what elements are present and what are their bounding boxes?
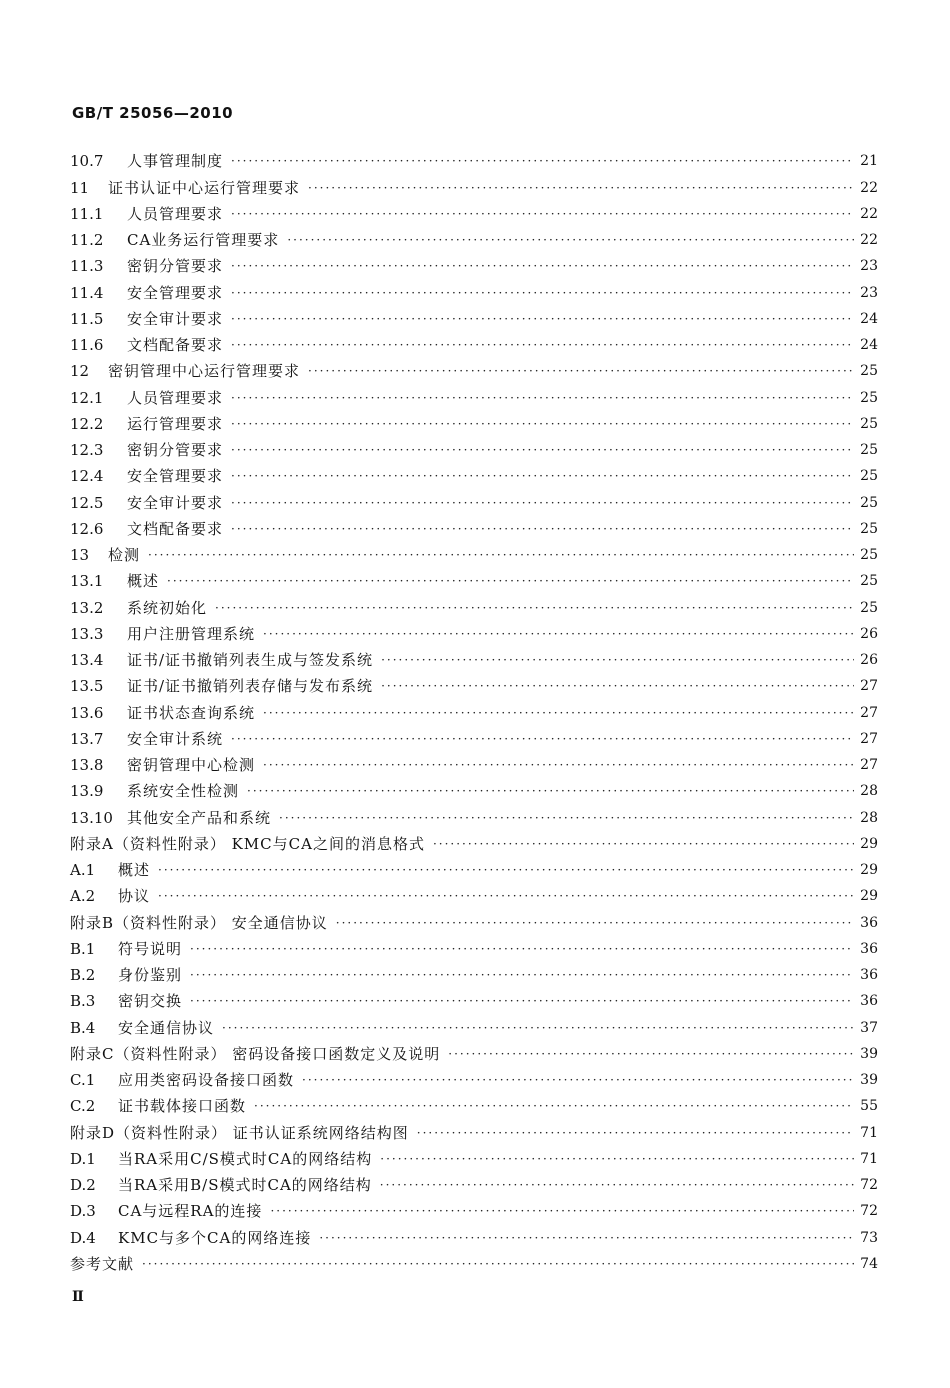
toc-entry-page: 71 bbox=[860, 1150, 878, 1167]
toc-entry-page: 71 bbox=[860, 1124, 878, 1141]
toc-entry-page: 25 bbox=[860, 520, 878, 537]
toc-entry-page: 74 bbox=[860, 1255, 878, 1272]
toc-entry-page: 29 bbox=[860, 888, 878, 905]
toc-entry-title: 检测 bbox=[108, 546, 141, 564]
toc-entry-title: 系统安全性检测 bbox=[127, 782, 240, 801]
toc-leader-dots bbox=[319, 1228, 854, 1248]
toc-entry-number: 13.4 bbox=[70, 651, 104, 669]
toc-entry-page: 25 bbox=[860, 468, 878, 485]
toc-entry-title: 当RA采用B/S模式时CA的网络结构 bbox=[118, 1176, 372, 1194]
toc-entry[interactable] bbox=[70, 1169, 878, 1195]
toc-entry-title: KMC与多个CA的网络连接 bbox=[118, 1228, 312, 1247]
toc-entry[interactable] bbox=[70, 1064, 878, 1090]
toc-entry-title: 人事管理制度 bbox=[127, 152, 224, 171]
toc-entry-number: 13.3 bbox=[70, 624, 104, 643]
toc-entry[interactable] bbox=[70, 985, 878, 1011]
toc-entry-number: 13.7 bbox=[70, 729, 104, 748]
toc-entry[interactable] bbox=[70, 854, 878, 880]
toc-entry[interactable] bbox=[70, 171, 878, 197]
toc-entry-number: 11.5 bbox=[70, 309, 104, 328]
toc-leader-dots bbox=[190, 991, 854, 1011]
toc-entry-title: 密钥分管要求 bbox=[127, 257, 224, 276]
toc-entry-number: 10.7 bbox=[70, 152, 104, 171]
toc-entry[interactable] bbox=[70, 565, 878, 591]
toc-entry-page: 25 bbox=[860, 599, 878, 616]
toc-entry-number: 11.2 bbox=[70, 231, 104, 249]
toc-entry-number: 11.3 bbox=[70, 257, 104, 276]
toc-leader-dots bbox=[263, 624, 854, 644]
toc-entry-title: 人员管理要求 bbox=[127, 204, 224, 223]
toc-leader-dots bbox=[231, 283, 854, 303]
toc-entry[interactable] bbox=[70, 591, 878, 617]
toc-leader-dots bbox=[336, 913, 854, 933]
toc-entry-page: 29 bbox=[860, 862, 878, 878]
toc-entry-number: 12.4 bbox=[70, 467, 104, 486]
toc-entry[interactable] bbox=[70, 198, 878, 224]
table-of-contents bbox=[70, 145, 878, 1274]
toc-entry-number: D.3 bbox=[70, 1202, 96, 1221]
toc-entry[interactable] bbox=[70, 460, 878, 486]
toc-entry-number: 11 bbox=[70, 178, 90, 197]
toc-entry-page: 21 bbox=[860, 153, 878, 170]
toc-entry-page: 26 bbox=[860, 625, 878, 642]
toc-entry[interactable] bbox=[70, 250, 878, 276]
toc-entry-page: 55 bbox=[860, 1098, 878, 1115]
toc-entry-page: 27 bbox=[860, 730, 878, 747]
toc-entry[interactable] bbox=[70, 933, 878, 959]
toc-entry-number: 12.5 bbox=[70, 493, 104, 512]
toc-entry-title: 安全审计要求 bbox=[127, 493, 224, 512]
toc-entry[interactable] bbox=[70, 329, 878, 355]
toc-entry-number: 12.2 bbox=[70, 414, 104, 433]
toc-leader-dots bbox=[190, 939, 854, 959]
toc-entry[interactable] bbox=[70, 1090, 878, 1116]
toc-entry[interactable] bbox=[70, 1011, 878, 1037]
toc-leader-dots bbox=[231, 414, 854, 434]
toc-entry[interactable] bbox=[70, 906, 878, 932]
toc-entry-page: 25 bbox=[860, 415, 878, 432]
toc-entry-title: 用户注册管理系统 bbox=[127, 624, 256, 643]
toc-entry-number: 13.2 bbox=[70, 598, 104, 617]
toc-entry-page: 27 bbox=[860, 678, 878, 695]
toc-entry[interactable] bbox=[70, 276, 878, 302]
toc-entry-page: 72 bbox=[860, 1203, 878, 1220]
toc-entry-page: 25 bbox=[860, 363, 878, 380]
toc-entry-title: 其他安全产品和系统 bbox=[127, 808, 272, 827]
toc-leader-dots bbox=[231, 151, 854, 171]
toc-entry-page: 25 bbox=[860, 442, 878, 458]
toc-entry[interactable] bbox=[70, 513, 878, 539]
toc-entry-title: 当RA采用C/S模式时CA的网络结构 bbox=[118, 1149, 373, 1168]
toc-entry-page: 24 bbox=[860, 337, 878, 353]
toc-entry-number: A.1 bbox=[70, 861, 96, 879]
toc-entry-title: 附录D（资料性附录） 证书认证系统网络结构图 bbox=[70, 1123, 409, 1142]
toc-entry-number: 13.9 bbox=[70, 782, 104, 801]
toc-leader-dots bbox=[158, 886, 854, 906]
toc-leader-dots bbox=[381, 676, 854, 696]
toc-entry-title: 证书载体接口函数 bbox=[118, 1097, 247, 1116]
toc-entry[interactable] bbox=[70, 1221, 878, 1247]
toc-leader-dots bbox=[380, 1149, 854, 1169]
toc-entry[interactable] bbox=[70, 1195, 878, 1221]
toc-entry-number: 11.6 bbox=[70, 336, 104, 354]
toc-entry-number: 13.1 bbox=[70, 572, 104, 591]
toc-entry-number: C.2 bbox=[70, 1097, 96, 1116]
toc-entry-page: 36 bbox=[860, 914, 878, 931]
toc-entry-number: 12 bbox=[70, 362, 90, 381]
toc-entry-page: 28 bbox=[860, 809, 878, 826]
toc-entry-page: 27 bbox=[860, 757, 878, 773]
toc-entry-number: 13.10 bbox=[70, 808, 113, 827]
toc-entry-title: 参考文献 bbox=[70, 1254, 135, 1273]
toc-leader-dots bbox=[254, 1096, 854, 1116]
toc-entry-title: 文档配备要求 bbox=[127, 336, 224, 354]
page-number: Ⅱ bbox=[72, 1289, 84, 1305]
toc-entry[interactable] bbox=[70, 723, 878, 749]
toc-entry[interactable] bbox=[70, 486, 878, 512]
toc-entry[interactable] bbox=[70, 539, 878, 565]
toc-entry[interactable] bbox=[70, 670, 878, 696]
toc-entry-number: 11.4 bbox=[70, 283, 104, 302]
toc-leader-dots bbox=[433, 834, 854, 854]
toc-entry[interactable] bbox=[70, 224, 878, 250]
toc-entry-page: 26 bbox=[860, 652, 878, 668]
toc-leader-dots bbox=[142, 1254, 854, 1274]
toc-leader-dots bbox=[222, 1018, 854, 1038]
toc-leader-dots bbox=[231, 466, 854, 486]
toc-entry-title: 附录C（资料性附录） 密码设备接口函数定义及说明 bbox=[70, 1044, 441, 1063]
toc-leader-dots bbox=[308, 178, 854, 198]
toc-entry-page: 72 bbox=[860, 1177, 878, 1193]
toc-leader-dots bbox=[448, 1044, 854, 1064]
toc-entry[interactable] bbox=[70, 749, 878, 775]
toc-entry-title: 概述 bbox=[118, 861, 151, 879]
toc-entry-title: 文档配备要求 bbox=[127, 519, 224, 538]
toc-entry-page: 28 bbox=[860, 783, 878, 800]
toc-entry-number: 12.3 bbox=[70, 441, 104, 459]
toc-entry-page: 23 bbox=[860, 284, 878, 301]
toc-entry-title: 证书/证书撤销列表存储与发布系统 bbox=[127, 677, 374, 696]
toc-entry-title: 证书状态查询系统 bbox=[127, 703, 256, 722]
toc-entry-title: 运行管理要求 bbox=[127, 414, 224, 433]
toc-entry-page: 36 bbox=[860, 993, 878, 1010]
toc-leader-dots bbox=[231, 493, 854, 513]
toc-entry-number: 13 bbox=[70, 546, 90, 564]
toc-entry-title: CA业务运行管理要求 bbox=[127, 231, 280, 249]
toc-entry-title: 密钥交换 bbox=[118, 992, 183, 1011]
toc-entry[interactable] bbox=[70, 644, 878, 670]
toc-entry-title: 应用类密码设备接口函数 bbox=[118, 1071, 295, 1089]
toc-leader-dots bbox=[263, 703, 854, 723]
toc-entry-title: 协议 bbox=[118, 887, 151, 906]
toc-leader-dots bbox=[190, 965, 854, 985]
toc-entry-title: 安全通信协议 bbox=[118, 1018, 215, 1037]
toc-leader-dots bbox=[148, 545, 854, 565]
toc-entry-title: 概述 bbox=[127, 572, 160, 591]
toc-leader-dots bbox=[215, 598, 854, 618]
toc-entry-number: B.4 bbox=[70, 1018, 96, 1037]
toc-entry-page: 22 bbox=[860, 179, 878, 196]
toc-entry-number: D.2 bbox=[70, 1176, 96, 1194]
toc-entry-page: 24 bbox=[860, 310, 878, 327]
toc-leader-dots bbox=[380, 1175, 854, 1195]
toc-entry-number: 12.6 bbox=[70, 519, 104, 538]
toc-entry[interactable] bbox=[70, 303, 878, 329]
toc-entry[interactable] bbox=[70, 828, 878, 854]
toc-entry-page: 36 bbox=[860, 967, 878, 983]
toc-entry[interactable] bbox=[70, 880, 878, 906]
toc-entry-title: 证书认证中心运行管理要求 bbox=[108, 178, 301, 197]
toc-leader-dots bbox=[167, 571, 854, 591]
toc-leader-dots bbox=[381, 650, 854, 670]
toc-entry-title: 安全管理要求 bbox=[127, 467, 224, 486]
toc-leader-dots bbox=[270, 1201, 854, 1221]
toc-entry-title: 安全审计系统 bbox=[127, 729, 224, 748]
toc-entry[interactable] bbox=[70, 775, 878, 801]
toc-entry-page: 37 bbox=[860, 1019, 878, 1036]
toc-leader-dots bbox=[417, 1123, 854, 1143]
toc-leader-dots bbox=[263, 755, 854, 775]
toc-leader-dots bbox=[247, 781, 854, 801]
toc-entry-number: B.1 bbox=[70, 939, 96, 958]
toc-entry[interactable] bbox=[70, 696, 878, 722]
toc-entry-title: 密钥管理中心检测 bbox=[127, 756, 256, 774]
toc-entry-number: D.1 bbox=[70, 1149, 96, 1168]
toc-entry-page: 22 bbox=[860, 232, 878, 248]
toc-leader-dots bbox=[302, 1070, 854, 1090]
toc-entry-title: 附录A（资料性附录） KMC与CA之间的消息格式 bbox=[70, 834, 425, 853]
toc-leader-dots bbox=[231, 729, 854, 749]
toc-entry[interactable] bbox=[70, 408, 878, 434]
toc-leader-dots bbox=[231, 440, 854, 460]
toc-leader-dots bbox=[231, 388, 854, 408]
toc-entry[interactable] bbox=[70, 1116, 878, 1142]
toc-entry-title: 安全审计要求 bbox=[127, 309, 224, 328]
toc-entry[interactable] bbox=[70, 1143, 878, 1169]
toc-entry-title: 身份鉴别 bbox=[118, 966, 183, 984]
toc-entry-title: 人员管理要求 bbox=[127, 388, 224, 407]
toc-entry[interactable] bbox=[70, 959, 878, 985]
toc-entry-page: 25 bbox=[860, 494, 878, 511]
toc-entry-page: 25 bbox=[860, 389, 878, 406]
toc-leader-dots bbox=[231, 204, 854, 224]
toc-entry-page: 25 bbox=[860, 547, 878, 563]
toc-leader-dots bbox=[158, 860, 854, 880]
toc-entry-title: 符号说明 bbox=[118, 939, 183, 958]
toc-leader-dots bbox=[287, 230, 854, 250]
toc-entry-title: 密钥分管要求 bbox=[127, 441, 224, 459]
toc-entry-title: 密钥管理中心运行管理要求 bbox=[108, 362, 301, 381]
toc-leader-dots bbox=[308, 361, 854, 381]
toc-entry[interactable] bbox=[70, 145, 878, 171]
toc-entry-title: 安全管理要求 bbox=[127, 283, 224, 302]
toc-entry-number: C.1 bbox=[70, 1071, 96, 1089]
toc-entry-page: 39 bbox=[860, 1072, 878, 1088]
toc-entry-title: CA与远程RA的连接 bbox=[118, 1202, 263, 1221]
toc-entry-page: 36 bbox=[860, 940, 878, 957]
toc-entry-number: 13.6 bbox=[70, 703, 104, 722]
toc-entry[interactable] bbox=[70, 434, 878, 460]
toc-entry-number: A.2 bbox=[70, 887, 96, 906]
toc-entry-number: 11.1 bbox=[70, 204, 104, 223]
toc-entry[interactable] bbox=[70, 355, 878, 381]
toc-entry-number: 12.1 bbox=[70, 388, 104, 407]
toc-entry-title: 附录B（资料性附录） 安全通信协议 bbox=[70, 913, 328, 932]
toc-entry-page: 22 bbox=[860, 205, 878, 222]
toc-leader-dots bbox=[231, 519, 854, 539]
toc-entry-page: 29 bbox=[860, 835, 878, 852]
toc-entry[interactable] bbox=[70, 1248, 878, 1274]
toc-entry-number: B.2 bbox=[70, 966, 96, 984]
standard-number: GB/T 25056—2010 bbox=[72, 104, 234, 122]
toc-entry-page: 73 bbox=[860, 1229, 878, 1246]
toc-entry[interactable] bbox=[70, 1038, 878, 1064]
toc-entry-number: B.3 bbox=[70, 992, 96, 1011]
toc-entry-number: 13.5 bbox=[70, 677, 104, 696]
toc-entry-title: 系统初始化 bbox=[127, 598, 208, 617]
toc-entry-title: 证书/证书撤销列表生成与签发系统 bbox=[127, 651, 374, 669]
toc-entry[interactable] bbox=[70, 381, 878, 407]
toc-entry[interactable] bbox=[70, 801, 878, 827]
toc-leader-dots bbox=[231, 335, 854, 355]
toc-entry-page: 23 bbox=[860, 258, 878, 275]
toc-leader-dots bbox=[231, 309, 854, 329]
toc-entry-number: 13.8 bbox=[70, 756, 104, 774]
toc-leader-dots bbox=[231, 256, 854, 276]
toc-leader-dots bbox=[279, 808, 854, 828]
toc-entry-number: D.4 bbox=[70, 1228, 96, 1247]
toc-entry-page: 27 bbox=[860, 704, 878, 721]
toc-entry-page: 25 bbox=[860, 573, 878, 590]
toc-entry[interactable] bbox=[70, 618, 878, 644]
toc-entry-page: 39 bbox=[860, 1045, 878, 1062]
